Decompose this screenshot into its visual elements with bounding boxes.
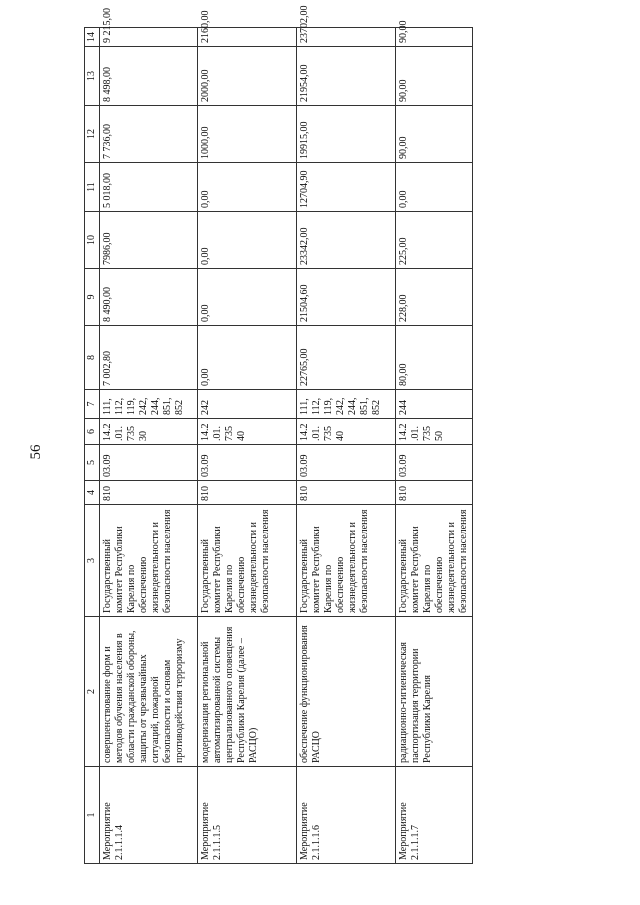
table-row [396,28,473,864]
col-header: 10 [85,212,100,269]
executor-cell: Государственный комитет Республики Карелия по обеспечению жизнедеятельности и безопасности населения [198,505,297,617]
amount-cell: 8 490,00 [100,269,198,326]
amount-cell: 0,00 [198,163,297,212]
expense-type-cell: 242 [198,390,297,419]
target-code-cell: 14.2 .01. 735 50 [396,419,473,445]
budget-table [84,5,473,864]
rotated-table-container [84,5,469,864]
amount-cell: 7 002,80 [100,326,198,390]
col-header: 8 [85,326,100,390]
col-header: 14 [85,28,100,47]
amount-cell: 90,00 [396,28,473,47]
col-header: 6 [85,419,100,445]
page-number: 56 [28,444,44,460]
col-header: 7 [85,390,100,419]
amount-cell: 1000,00 [198,106,297,163]
section-code-cell: 03.09 [396,445,473,481]
target-code-cell: 14.2 .01. 735 40 [198,419,297,445]
amount-cell: 2160,00 [198,28,297,47]
col-header: 2 [85,617,100,767]
amount-cell: 23702,00 [297,28,396,47]
amount-cell: 2000,00 [198,47,297,106]
measure-description-cell: совершенствование форм и методов обучения населения в области гражданской обороны, защиты от чрезвычайных ситуаций, пожарной безопасности и основам противодействия терроризму [100,617,198,767]
table-row [100,28,198,864]
amount-cell: 0,00 [198,326,297,390]
col-header: 12 [85,106,100,163]
measure-description-cell: обеспечение функционирования РАСЦО [297,617,396,767]
measure-description-cell: радиационно-гигиеническая паспортизация территории Республики Карелия [396,617,473,767]
grbs-code-cell: 810 [198,481,297,505]
amount-cell: 22765,00 [297,326,396,390]
header-row [85,28,100,864]
measure-id-cell: Мероприятие 2.1.1.1.7 [396,767,473,864]
amount-cell: 19915,00 [297,106,396,163]
amount-cell: 90,00 [396,106,473,163]
amount-cell: 90,00 [396,47,473,106]
col-header: 4 [85,481,100,505]
target-code-cell: 14.2 .01. 735 40 [297,419,396,445]
col-header: 5 [85,445,100,481]
amount-cell: 0,00 [198,269,297,326]
amount-cell: 0,00 [198,212,297,269]
section-code-cell: 03.09 [100,445,198,481]
expense-type-cell: 111, 112, 119, 242, 244, 851, 852 [100,390,198,419]
section-code-cell: 03.09 [198,445,297,481]
grbs-code-cell: 810 [297,481,396,505]
amount-cell: 21504,60 [297,269,396,326]
amount-cell: 5 018,00 [100,163,198,212]
col-header: 13 [85,47,100,106]
col-header: 11 [85,163,100,212]
measure-id-cell: Мероприятие 2.1.1.1.5 [198,767,297,864]
amount-cell: 225,00 [396,212,473,269]
amount-cell: 7986,00 [100,212,198,269]
amount-cell: 8 498,00 [100,47,198,106]
amount-cell: 23342,00 [297,212,396,269]
grbs-code-cell: 810 [100,481,198,505]
expense-type-cell: 244 [396,390,473,419]
amount-cell: 21954,00 [297,47,396,106]
executor-cell: Государственный комитет Республики Карелия по обеспечению жизнедеятельности и безопасности населения [100,505,198,617]
executor-cell: Государственный комитет Республики Карелия по обеспечению жизнедеятельности и безопасности населения [297,505,396,617]
grbs-code-cell: 810 [396,481,473,505]
amount-cell: 0,00 [396,163,473,212]
section-code-cell: 03.09 [297,445,396,481]
table-row [297,28,396,864]
target-code-cell: 14.2 .01. 735 30 [100,419,198,445]
expense-type-cell: 111, 112, 119, 242, 244, 851, 852 [297,390,396,419]
col-header: 9 [85,269,100,326]
col-header: 3 [85,505,100,617]
measure-description-cell: модернизация региональной автоматизированной системы централизованного оповещения Республики Карелия (далее – РАСЦО) [198,617,297,767]
col-header: 1 [85,767,100,864]
amount-cell: 12704,90 [297,163,396,212]
measure-id-cell: Мероприятие 2.1.1.1.6 [297,767,396,864]
amount-cell: 228,00 [396,269,473,326]
table-row [198,28,297,864]
amount-cell: 9 215,00 [100,28,198,47]
measure-id-cell: Мероприятие 2.1.1.1.4 [100,767,198,864]
amount-cell: 80,00 [396,326,473,390]
executor-cell: Государственный комитет Республики Карелия по обеспечению жизнедеятельности и безопасности населения [396,505,473,617]
amount-cell: 7 736,00 [100,106,198,163]
